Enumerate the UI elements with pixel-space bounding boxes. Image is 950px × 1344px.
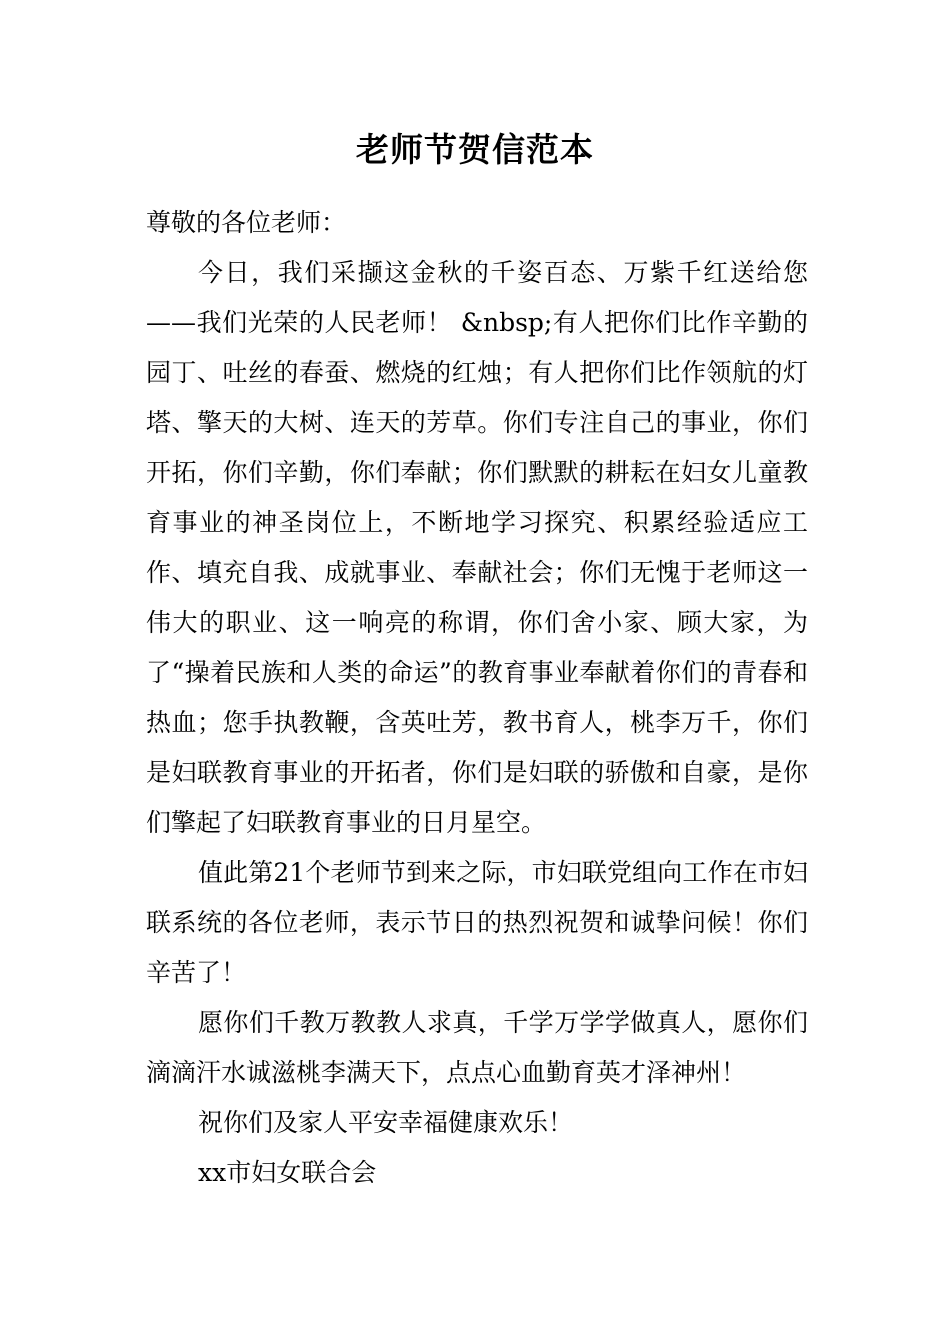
paragraph-4: 祝你们及家人平安幸福健康欢乐！ xyxy=(198,1108,574,1137)
paragraph-1: 今日，我们采撷这金秋的千姿百态、万紫千红送给您——我们光荣的人民老师！ &nbsp;有人把你们比作辛勤的园丁、吐丝的春蚕、燃烧的红烛；有人把你们比作领航的灯塔、擎天的大树、连天的芳草。你们专注自己的事业，你们开拓，你们辛勤，你们奉献；你们默默的耕耘在妇女儿童教育事业的神圣岗位上，不断地学习探究、积累经验适应工作、填充自我、成就事业、奉献社会；你们无愧于老师这一伟大的职业、这一响亮的称谓，你们舍小家、顾大家，为了“操着民族和人类的命运”的教育事业奉献着你们的青春和热血；您手执教鞭，含英吐芳，教书育人，桃李万千，你们是妇联教育事业的开拓者，你们是妇联的骄傲和自豪，是你们擎起了妇联教育事业的日月星空。 xyxy=(146,258,808,837)
letter-body xyxy=(146,198,808,1198)
salutation: 尊敬的各位老师： xyxy=(146,208,347,237)
document-title: 老师节贺信范本 xyxy=(356,130,594,169)
paragraph-2: 值此第21个老师节到来之际，市妇联党组向工作在市妇联系统的各位老师，表示节日的热烈祝贺和诚挚问候！你们辛苦了！ xyxy=(146,858,808,987)
signature: xx市妇女联合会 xyxy=(198,1158,377,1187)
paragraph-3: 愿你们千教万教教人求真，千学万学学做真人，愿你们滴滴汗水诚滋桃李满天下，点点心血勤育英才泽神州！ xyxy=(146,1008,808,1087)
